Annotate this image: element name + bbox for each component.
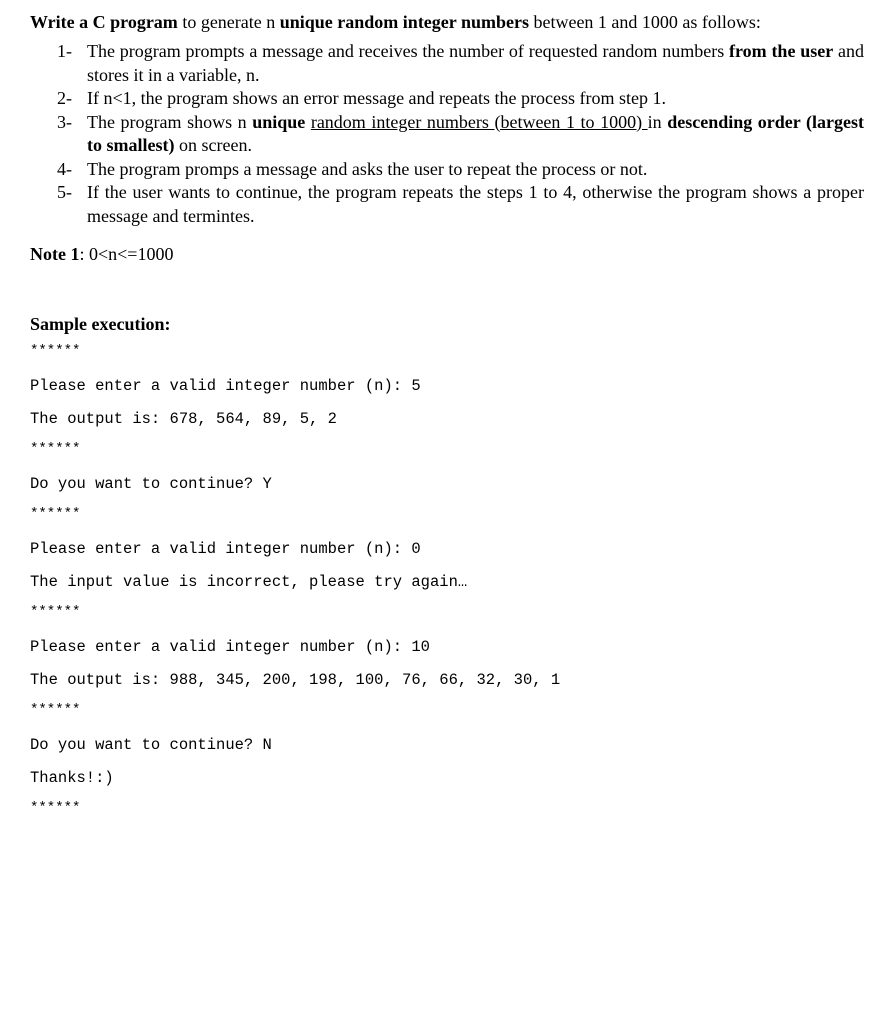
intro-part: Write a C program [30, 12, 178, 32]
separator-stars: ****** [30, 604, 81, 620]
step-part: descending order (largest to smallest) [87, 111, 864, 155]
console-line: Thanks!:) [30, 769, 114, 787]
step-item [30, 181, 864, 228]
console-line: Please enter a valid integer number (n): 5 [30, 377, 421, 395]
intro-part: unique random integer numbers [279, 12, 529, 32]
console-line: The output is: 988, 345, 200, 198, 100, 76, 66, 32, 30, 1 [30, 671, 561, 689]
step-text [87, 159, 647, 179]
step-part: random integer numbers (between 1 to 1000) [310, 111, 648, 132]
separator-stars: ****** [30, 343, 81, 359]
separator-stars: ****** [30, 800, 81, 816]
console-line: Please enter a valid integer number (n): 0 [30, 540, 421, 558]
step-part: The program prompts a message and receives the number of requested random numbers [87, 41, 729, 61]
step-part: The program promps a message and asks the user to repeat the process or not. [87, 158, 648, 179]
step-part: If the user wants to continue, the program repeats the steps 1 to 4, otherwise the program shows a proper message and termintes. [87, 182, 864, 226]
step-part: unique [252, 111, 306, 132]
task-intro [30, 10, 864, 34]
step-part: from the user [729, 41, 834, 61]
step-item [30, 87, 864, 111]
step-text [87, 41, 864, 85]
separator-stars: ****** [30, 441, 81, 457]
console-line: Do you want to continue? N [30, 736, 272, 754]
step-text [87, 112, 864, 156]
console-line: Do you want to continue? Y [30, 475, 272, 493]
step-item [30, 111, 864, 158]
step-part: on screen. [174, 135, 252, 155]
step-number: 1- [57, 41, 72, 61]
sample-console [30, 344, 864, 815]
step-part: The program shows n [87, 111, 253, 132]
console-line: The output is: 678, 564, 89, 5, 2 [30, 410, 337, 428]
step-text [87, 182, 864, 226]
intro-part: between 1 and 1000 as follows: [528, 12, 761, 32]
steps-list [30, 40, 864, 228]
step-text [87, 88, 666, 108]
console-line: The input value is incorrect, please try again… [30, 573, 468, 591]
step-number: 4- [57, 158, 72, 179]
console-line: Please enter a valid integer number (n): 10 [30, 638, 430, 656]
note [30, 242, 864, 266]
step-item [30, 158, 864, 182]
step-number: 2- [57, 88, 72, 108]
intro-part: to generate n [177, 12, 280, 32]
step-number: 3- [57, 111, 72, 132]
note-label: Note 1 [30, 244, 80, 264]
separator-stars: ****** [30, 702, 81, 718]
step-part: If n<1, the program shows an error message and repeats the process from step 1. [87, 88, 666, 108]
step-part: in [647, 111, 668, 132]
step-item [30, 40, 864, 87]
sample-heading: Sample execution: [30, 314, 171, 334]
separator-stars: ****** [30, 506, 81, 522]
step-number: 5- [57, 182, 72, 202]
note-text: : 0<n<=1000 [79, 244, 174, 264]
step-part: and stores it in a variable, n. [87, 41, 864, 85]
document [30, 10, 864, 833]
